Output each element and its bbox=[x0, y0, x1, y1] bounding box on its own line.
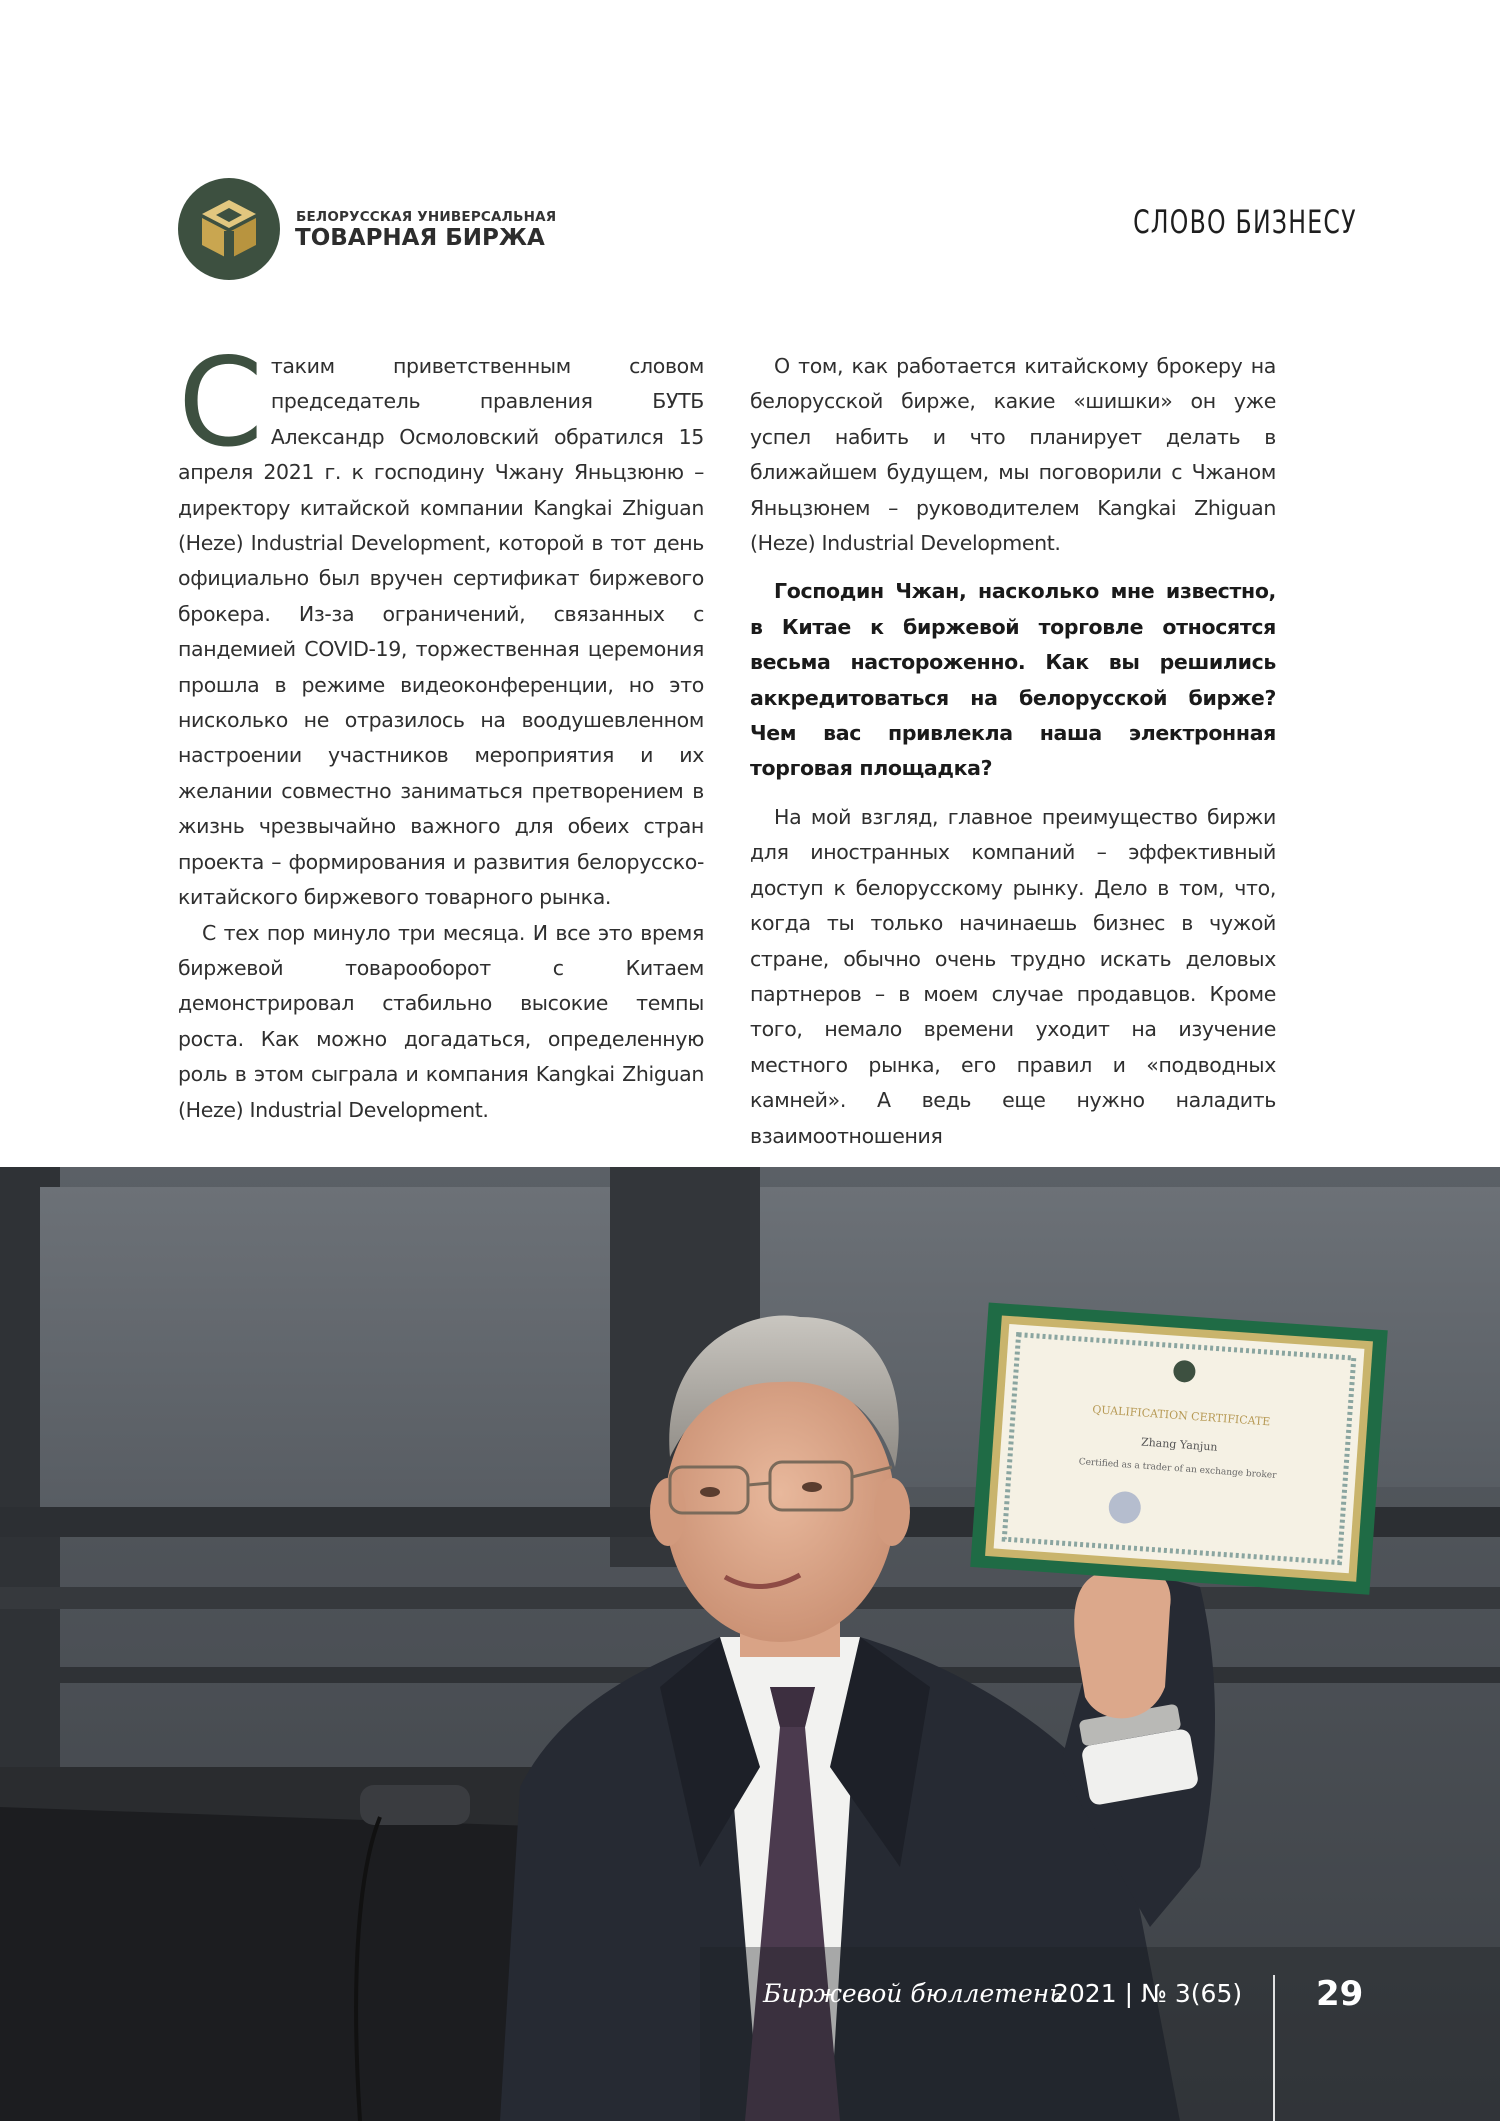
exchange-logo bbox=[178, 178, 598, 282]
certificate-title: QUALIFICATION CERTIFICATE bbox=[1091, 1403, 1271, 1429]
logo-emblem-icon bbox=[178, 178, 280, 280]
article-photo bbox=[0, 1167, 1500, 2121]
paragraph-3: О том, как работается китайскому брокеру на белорусской бирже, какие «шишки» он уже успел набить и что планирует делать в ближайшем будущем, мы поговорили с Чжаном Яньцзюнем – руководителем Kangkai Zhiguan (Heze) Industrial Development. bbox=[750, 354, 1276, 556]
intro-text: таким приветственным словом председатель правления БУТБ Александр Осмоловский обратился 15 апреля 2021 г. к господину Чжану Яньцзюню – директору китайской компании Kangkai Zhiguan (Heze) Industrial Development, которой в тот день официально был вручен сертификат биржевого брокера. Из-за ограничений, связанных с пандемией COVID-19, торжественная церемония прошла в режиме видеоконференции, но это нисколько не отразилось на воодушевленном настроении участников мероприятия и их желании совместно заниматься претворением в жизнь чрезвычайно важного для обеих стран проекта – формирования и развития белорусско-китайского биржевого товарного рынка. bbox=[178, 354, 704, 910]
certificate-name: Zhang Yanjun bbox=[1140, 1435, 1218, 1454]
section-title: СЛОВО БИЗНЕСУ bbox=[1133, 203, 1357, 241]
intro-paragraph bbox=[178, 332, 704, 916]
logo-text-line1: БЕЛОРУССКАЯ УНИВЕРСАЛЬНАЯ bbox=[296, 209, 557, 225]
footer-divider bbox=[1273, 1975, 1275, 2121]
answer-paragraph: На мой взгляд, главное преимущество биржи для иностранных компаний – эффективный доступ к белорусскому рынку. Дело в том, что, когда ты только начинаешь бизнес в чужой стране, обычно очень трудно искать деловых партнеров – в моем случае продавцов. Кроме того, немало времени уходит на изучение местного рынка, его правил и «подводных камней». А ведь еще нужно наладить взаимоотношения bbox=[750, 804, 1276, 1148]
drop-cap: С bbox=[178, 332, 263, 474]
publication-name: Биржевой бюллетень bbox=[763, 1979, 1063, 2008]
certificate-text: Certified as a trader of an exchange broker bbox=[1078, 1457, 1277, 1481]
page-number: 29 bbox=[1316, 1974, 1364, 2014]
article-column-right bbox=[750, 349, 1276, 1154]
article-column-left bbox=[178, 332, 704, 1128]
paragraph-2: С тех пор минуло три месяца. И все это время биржевой товарооборот с Китаем демонстрировал стабильно высокие темпы роста. Как можно догадаться, определенную роль в этом сыграла и компания Kangkai Zhiguan (Heze) Industrial Development. bbox=[178, 920, 704, 1122]
issue-number: 2021 | № 3(65) bbox=[1053, 1979, 1243, 2008]
interview-question: Господин Чжан, насколько мне известно, в Китае к биржевой торговле относятся весьма настороженно. Как вы решились аккредитоваться на белорусской бирже? Чем вас привлекла наша электронная торговая площадка? bbox=[750, 579, 1276, 781]
photo-illustration bbox=[0, 1167, 1500, 2121]
certificate-frame bbox=[970, 1302, 1388, 1594]
logo-text-line2: ТОВАРНАЯ БИРЖА bbox=[295, 225, 545, 251]
